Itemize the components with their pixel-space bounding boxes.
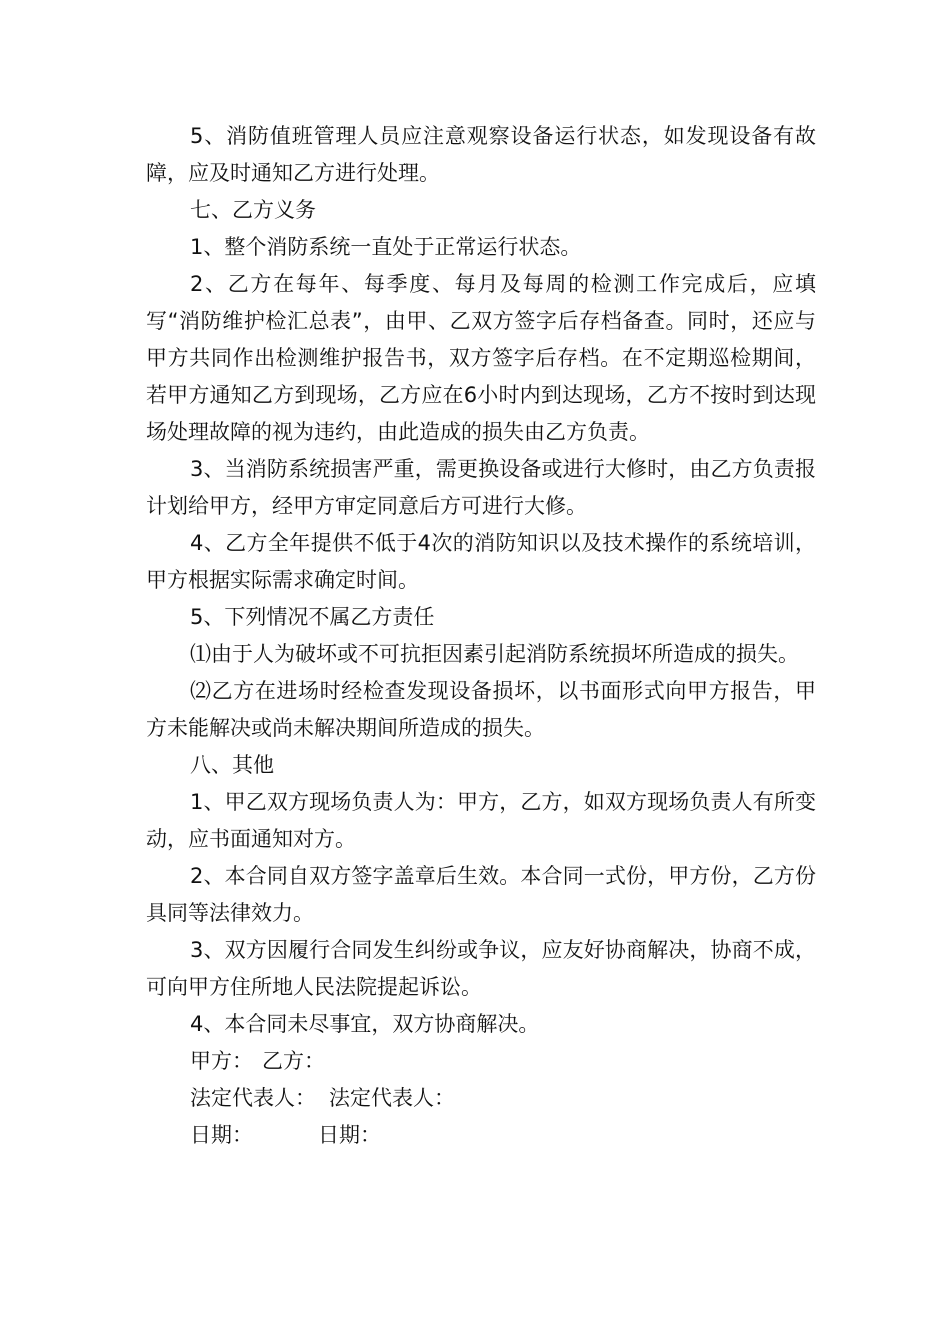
clause-paragraph: 1、整个消防系统一直处于正常运行状态。 [190,235,582,259]
rep-b-label: 法定代表人： [329,1086,455,1110]
date-b-label: 日期： [318,1123,381,1147]
clause-paragraph: 4、本合同未尽事宜，双方协商解决。 [190,1012,540,1036]
sub-clause-paragraph: ⑵乙方在进场时经检查发现设备损坏，以书面形式向甲方报告，甲方未能解决或尚未解决期间所造成的损失。 [146,679,816,740]
document-body [146,118,816,1154]
clause-paragraph: 3、当消防系统损害严重，需更换设备或进行大修时，由乙方负责报计划给甲方，经甲方审定同意后方可进行大修。 [146,457,816,518]
clause-paragraph: 4、乙方全年提供不低于4次的消防知识以及技术操作的系统培训，甲方根据实际需求确定时间。 [146,531,816,592]
section-heading: 七、乙方义务 [190,198,316,222]
signature-representatives-row [146,1080,816,1117]
clause-paragraph: 5、下列情况不属乙方责任 [190,605,435,629]
clause-paragraph: 1、甲乙双方现场负责人为：甲方，乙方，如双方现场负责人有所变动，应书面通知对方。 [146,790,816,851]
party-a-label: 甲方： [190,1049,253,1073]
sub-clause-paragraph: ⑴由于人为破坏或不可抗拒因素引起消防系统损坏所造成的损失。 [190,642,799,666]
section-heading: 八、其他 [190,753,274,777]
clause-paragraph: 3、双方因履行合同发生纠纷或争议，应友好协商解决，协商不成，可向甲方住所地人民法院提起诉讼。 [146,938,816,999]
clause-paragraph: 5、消防值班管理人员应注意观察设备运行状态，如发现设备有故障，应及时通知乙方进行处理。 [146,124,816,185]
signature-dates-row [146,1117,816,1154]
rep-a-label: 法定代表人： [190,1086,316,1110]
clause-paragraph: 2、乙方在每年、每季度、每月及每周的检测工作完成后，应填写“消防维护检汇总表”，由甲、乙双方签字后存档备查。同时，还应与甲方共同作出检测维护报告书，双方签字后存档。在不定期巡检期间，若甲方通知乙方到现场，乙方应在6小时内到达现场，乙方不按时到达现场处理故障的视为违约，由此造成的损失由乙方负责。 [146,272,816,444]
signature-parties-row [146,1043,816,1080]
party-b-label: 乙方： [262,1049,325,1073]
clause-paragraph: 2、本合同自双方签字盖章后生效。本合同一式份，甲方份，乙方份具同等法律效力。 [146,864,816,925]
date-a-label: 日期： [190,1123,253,1147]
